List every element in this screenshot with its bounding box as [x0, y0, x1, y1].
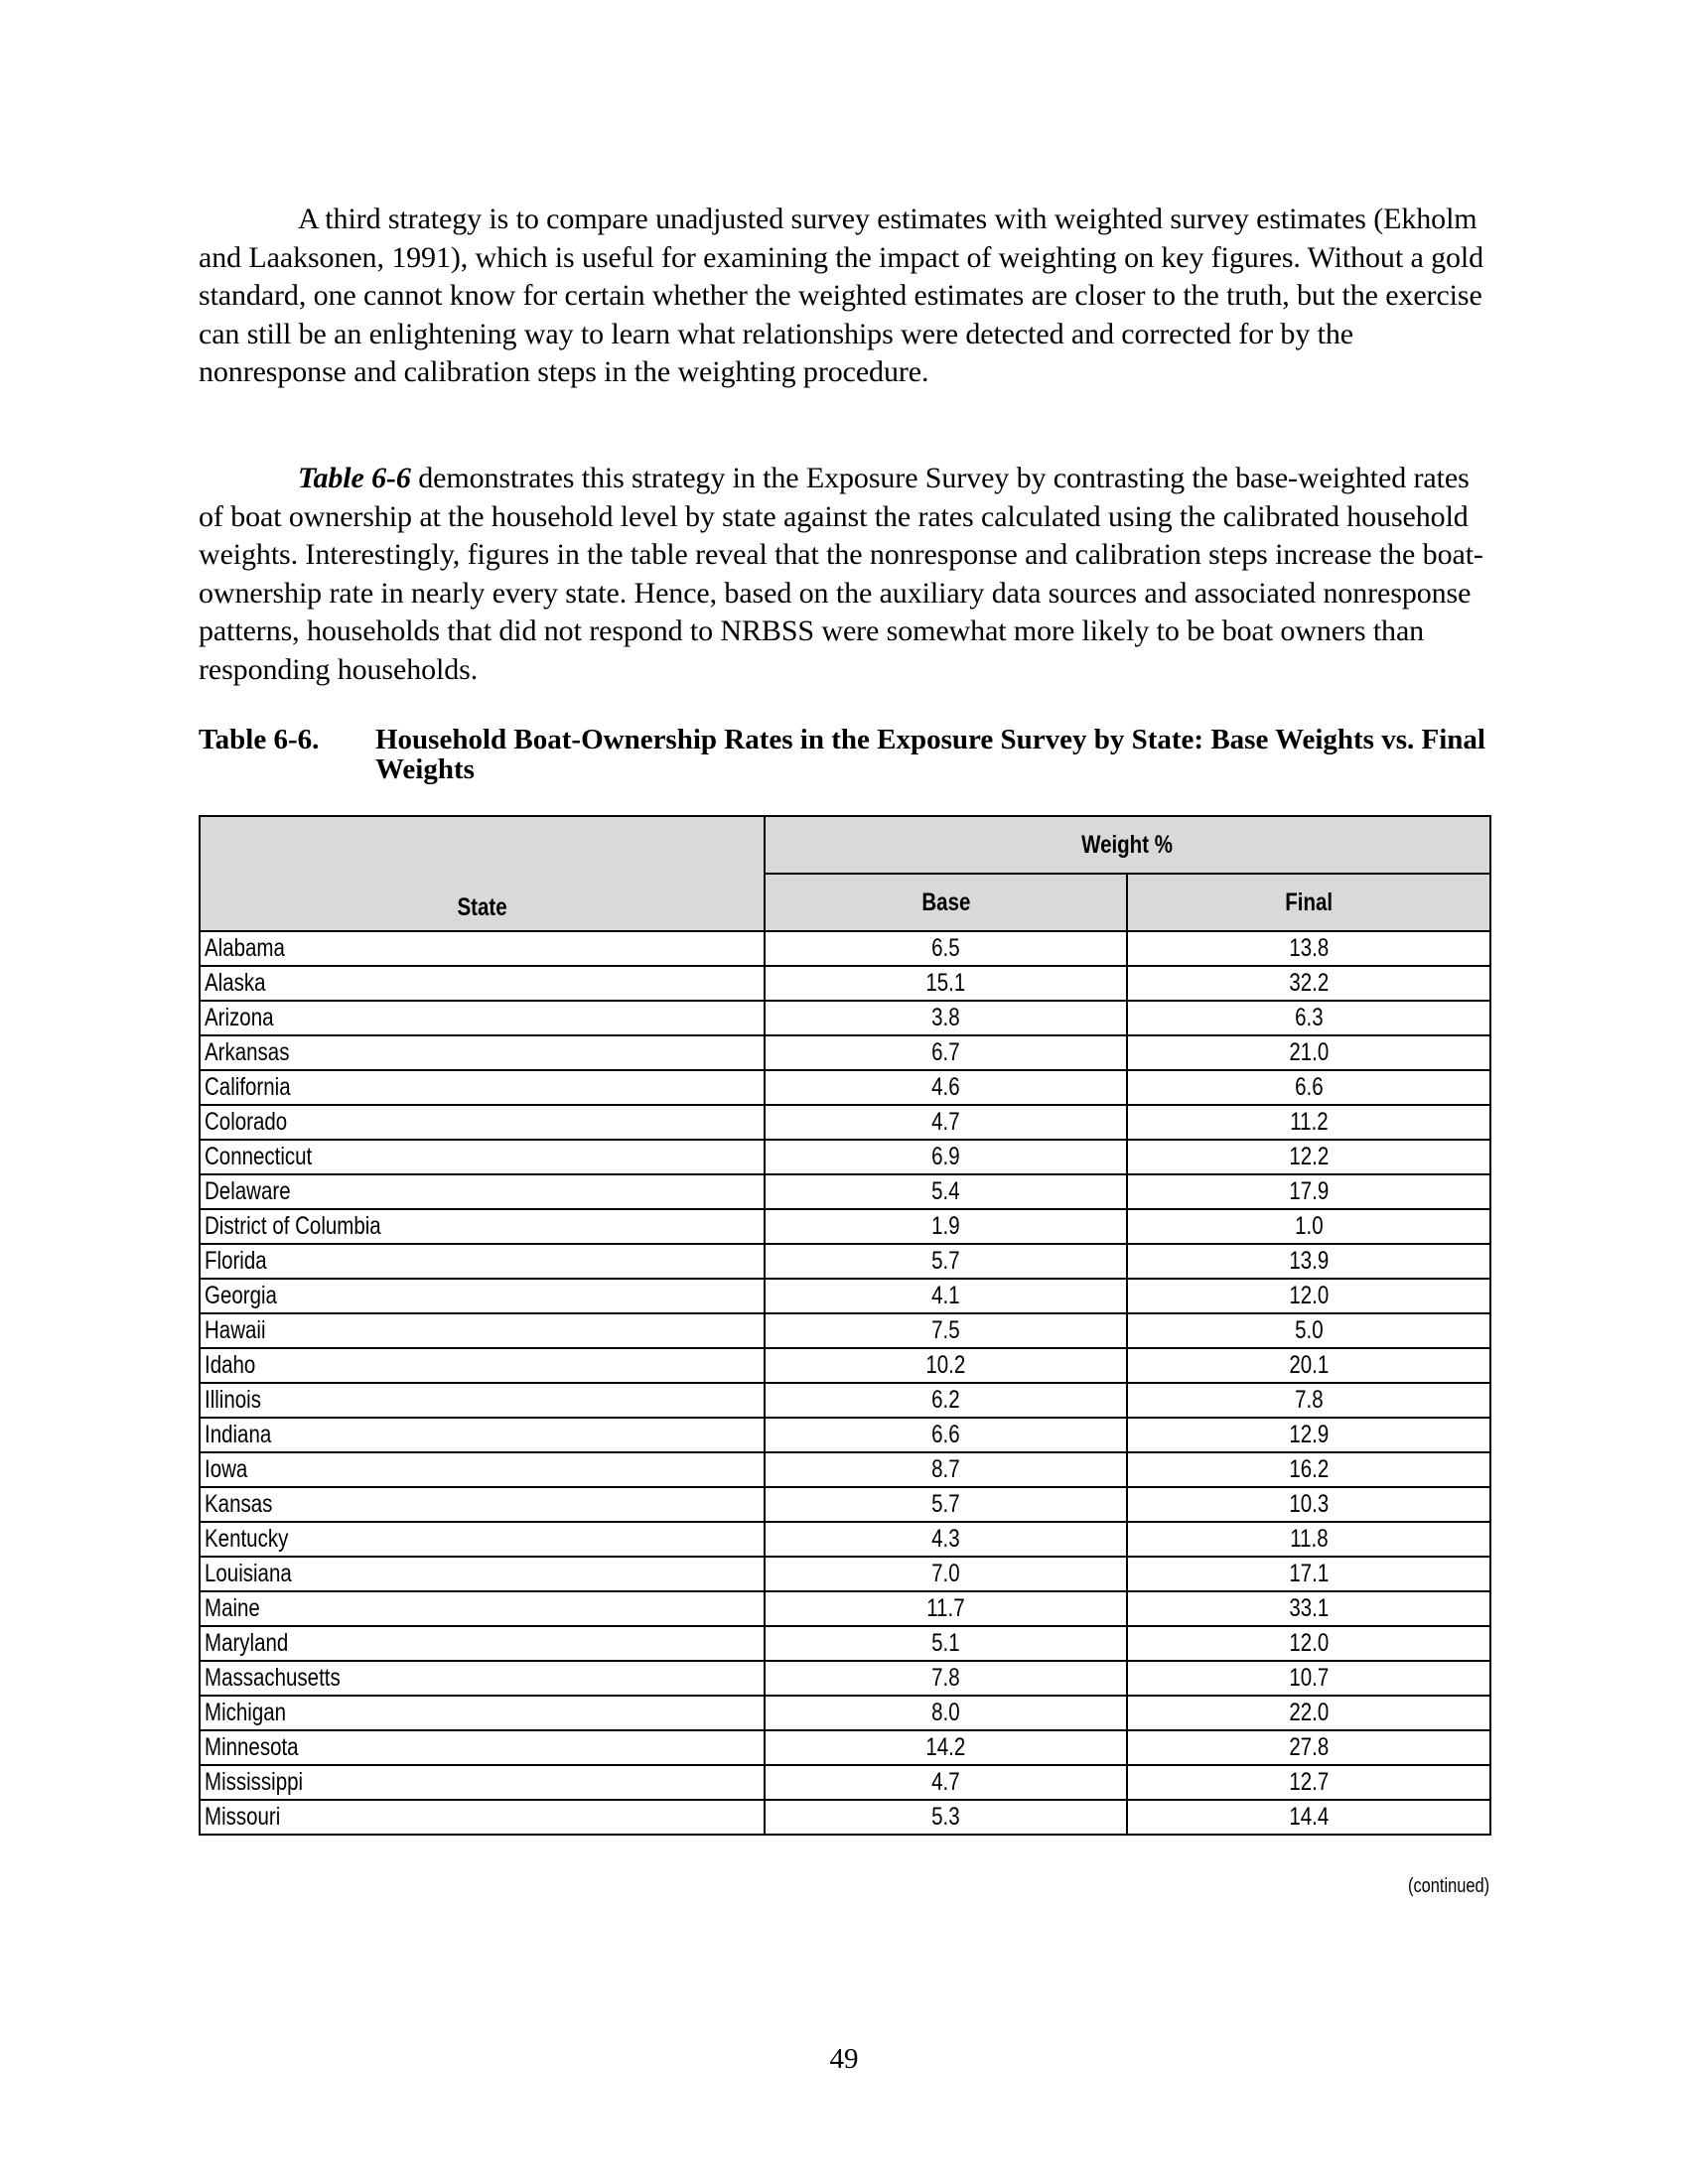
- table-row: [200, 1209, 1490, 1244]
- cell-final-value: 12.9: [1289, 1421, 1329, 1448]
- cell-base: [765, 1730, 1127, 1765]
- cell-state-value: Alabama: [205, 934, 285, 962]
- cell-final: [1127, 1001, 1490, 1035]
- cell-state: [200, 931, 765, 966]
- cell-state-value: Georgia: [205, 1282, 277, 1309]
- cell-base-value: 6.9: [931, 1143, 960, 1170]
- cell-state-value: Missouri: [205, 1803, 281, 1831]
- cell-base: [765, 966, 1127, 1001]
- header-base-label: Base: [920, 887, 970, 916]
- table-header-row-1: [200, 816, 1490, 874]
- header-final-label: Final: [1285, 887, 1333, 916]
- table-row: [200, 1730, 1490, 1765]
- table-row: [200, 931, 1490, 966]
- cell-state: [200, 1696, 765, 1730]
- cell-final: [1127, 1105, 1490, 1140]
- cell-state-value: Indiana: [205, 1421, 272, 1448]
- cell-final-value: 10.7: [1289, 1664, 1329, 1692]
- table-row: [200, 1070, 1490, 1105]
- cell-final: [1127, 931, 1490, 966]
- cell-final-value: 11.2: [1289, 1108, 1329, 1136]
- cell-final-value: 17.1: [1289, 1560, 1329, 1587]
- cell-final-value: 14.4: [1289, 1803, 1329, 1831]
- header-weight-group: [765, 816, 1490, 874]
- cell-final: [1127, 1765, 1490, 1800]
- cell-state-value: Delaware: [205, 1177, 291, 1205]
- cell-base-value: 5.3: [931, 1803, 960, 1831]
- cell-final: [1127, 1730, 1490, 1765]
- cell-base-value: 5.1: [931, 1629, 960, 1657]
- cell-final-value: 5.0: [1294, 1316, 1324, 1344]
- cell-final: [1127, 1591, 1490, 1626]
- body-paragraph-2-text: demonstrates this strategy in the Exposure Survey by contrasting the base-weighted rates of boat ownership at the household level by state against the rates calculated using the calibrated household weights. Interestingly, figures in the table reveal that the nonresponse and calibration steps increase the boat-ownership rate in nearly every state. Hence, based on the auxiliary data sources and associated nonresponse patterns, households that did not respond to NRBSS were somewhat more likely to be boat owners than responding households.: [199, 462, 1483, 686]
- cell-state: [200, 1070, 765, 1105]
- cell-base: [765, 1522, 1127, 1557]
- cell-base: [765, 1383, 1127, 1418]
- table-row: [200, 1522, 1490, 1557]
- cell-final: [1127, 1383, 1490, 1418]
- cell-base-value: 4.7: [931, 1768, 960, 1796]
- table-row: [200, 1626, 1490, 1661]
- cell-base: [765, 1765, 1127, 1800]
- cell-final: [1127, 1626, 1490, 1661]
- table-caption-title: Household Boat-Ownership Rates in the Exposure Survey by State: Base Weights vs. Final Weights: [375, 724, 1485, 785]
- cell-final: [1127, 1452, 1490, 1487]
- cell-base-value: 3.8: [931, 1004, 960, 1031]
- cell-state-value: Massachusetts: [205, 1664, 341, 1692]
- cell-state-value: Iowa: [205, 1455, 248, 1483]
- cell-base: [765, 1140, 1127, 1174]
- table-row: [200, 1348, 1490, 1383]
- cell-state-value: Colorado: [205, 1108, 288, 1136]
- table-reference: Table 6-6: [298, 462, 411, 494]
- cell-state: [200, 1452, 765, 1487]
- cell-state: [200, 1383, 765, 1418]
- cell-base-value: 6.7: [931, 1038, 960, 1066]
- header-state: [200, 816, 765, 931]
- cell-final-value: 6.6: [1294, 1073, 1324, 1101]
- cell-base: [765, 931, 1127, 966]
- cell-base-value: 4.3: [931, 1525, 960, 1553]
- cell-state-value: Florida: [205, 1247, 267, 1275]
- table-row: [200, 1800, 1490, 1835]
- cell-final: [1127, 1174, 1490, 1209]
- cell-final: [1127, 1557, 1490, 1591]
- cell-base: [765, 1800, 1127, 1835]
- table-row: [200, 1035, 1490, 1070]
- cell-final-value: 17.9: [1289, 1177, 1329, 1205]
- page-number: 49: [829, 2043, 859, 2075]
- cell-final: [1127, 1522, 1490, 1557]
- table-row: [200, 966, 1490, 1001]
- cell-state: [200, 1487, 765, 1522]
- cell-state-value: Idaho: [205, 1351, 256, 1379]
- table-row: [200, 1174, 1490, 1209]
- cell-base: [765, 1313, 1127, 1348]
- cell-final-value: 11.8: [1289, 1525, 1329, 1553]
- header-base: [765, 874, 1127, 931]
- cell-base-value: 7.0: [931, 1560, 960, 1587]
- cell-base: [765, 1418, 1127, 1452]
- table-row: [200, 1765, 1490, 1800]
- cell-base: [765, 1279, 1127, 1313]
- table-row: [200, 1557, 1490, 1591]
- cell-base: [765, 1661, 1127, 1696]
- cell-base-value: 7.5: [931, 1316, 960, 1344]
- cell-state: [200, 1591, 765, 1626]
- cell-base-value: 11.7: [926, 1594, 965, 1622]
- cell-final: [1127, 1487, 1490, 1522]
- table-row: [200, 1313, 1490, 1348]
- cell-state: [200, 1035, 765, 1070]
- table-row: [200, 1591, 1490, 1626]
- cell-final: [1127, 1070, 1490, 1105]
- cell-state: [200, 1140, 765, 1174]
- cell-state: [200, 1730, 765, 1765]
- cell-final-value: 33.1: [1289, 1594, 1329, 1622]
- cell-base: [765, 1696, 1127, 1730]
- cell-final: [1127, 1035, 1490, 1070]
- table-row: [200, 1140, 1490, 1174]
- cell-final: [1127, 1800, 1490, 1835]
- cell-base-value: 1.9: [931, 1212, 960, 1240]
- continued-note-label: (continued): [1407, 1875, 1489, 1897]
- cell-state: [200, 1522, 765, 1557]
- cell-base-value: 15.1: [925, 969, 966, 997]
- cell-state-value: Minnesota: [205, 1733, 299, 1761]
- cell-state-value: Michigan: [205, 1699, 287, 1726]
- cell-state: [200, 1557, 765, 1591]
- cell-state: [200, 1105, 765, 1140]
- cell-final-value: 16.2: [1289, 1455, 1329, 1483]
- cell-base: [765, 1244, 1127, 1279]
- cell-state-value: Connecticut: [205, 1143, 313, 1170]
- cell-base: [765, 1348, 1127, 1383]
- table-row: [200, 1383, 1490, 1418]
- cell-base-value: 8.0: [931, 1699, 960, 1726]
- cell-final-value: 12.2: [1289, 1143, 1329, 1170]
- cell-final-value: 7.8: [1294, 1386, 1324, 1414]
- cell-base: [765, 1035, 1127, 1070]
- cell-base-value: 7.8: [931, 1664, 960, 1692]
- cell-base-value: 4.1: [931, 1282, 960, 1309]
- table-row: [200, 1105, 1490, 1140]
- cell-state: [200, 1001, 765, 1035]
- boat-ownership-table: [199, 815, 1491, 1836]
- cell-final-value: 12.7: [1289, 1768, 1329, 1796]
- cell-base-value: 8.7: [931, 1455, 960, 1483]
- cell-base: [765, 1557, 1127, 1591]
- table-row: [200, 1452, 1490, 1487]
- cell-state: [200, 1626, 765, 1661]
- cell-base-value: 4.7: [931, 1108, 960, 1136]
- cell-state-value: Arkansas: [205, 1038, 290, 1066]
- cell-state-value: Maryland: [205, 1629, 289, 1657]
- cell-state: [200, 1279, 765, 1313]
- cell-state-value: Kansas: [205, 1490, 273, 1518]
- cell-final-value: 1.0: [1294, 1212, 1324, 1240]
- header-weight-group-label: Weight %: [1081, 830, 1174, 859]
- cell-base-value: 10.2: [925, 1351, 966, 1379]
- cell-state-value: California: [205, 1073, 291, 1101]
- cell-base: [765, 1174, 1127, 1209]
- table-row: [200, 1696, 1490, 1730]
- cell-final: [1127, 966, 1490, 1001]
- cell-state: [200, 1800, 765, 1835]
- cell-base-value: 6.2: [931, 1386, 960, 1414]
- cell-final-value: 6.3: [1294, 1004, 1324, 1031]
- cell-base: [765, 1001, 1127, 1035]
- cell-base: [765, 1487, 1127, 1522]
- cell-base-value: 6.5: [931, 934, 960, 962]
- cell-final-value: 32.2: [1289, 969, 1329, 997]
- continued-note: [1390, 1875, 1489, 1898]
- cell-final: [1127, 1313, 1490, 1348]
- table-row: [200, 1418, 1490, 1452]
- header-final: [1127, 874, 1490, 931]
- cell-final-value: 10.3: [1289, 1490, 1329, 1518]
- body-paragraph-2: [199, 460, 1489, 689]
- cell-state: [200, 1174, 765, 1209]
- cell-final: [1127, 1661, 1490, 1696]
- table-body: [200, 931, 1490, 1835]
- table-row: [200, 1001, 1490, 1035]
- table-row: [200, 1244, 1490, 1279]
- cell-final-value: 12.0: [1289, 1282, 1329, 1309]
- cell-state: [200, 1765, 765, 1800]
- cell-state-value: Kentucky: [205, 1525, 289, 1553]
- cell-state: [200, 1313, 765, 1348]
- cell-state: [200, 966, 765, 1001]
- cell-state-value: District of Columbia: [205, 1212, 381, 1240]
- cell-state-value: Arizona: [205, 1004, 274, 1031]
- cell-state-value: Hawaii: [205, 1316, 266, 1344]
- table-caption-label: Table 6-6.: [199, 724, 320, 755]
- cell-final-value: 21.0: [1289, 1038, 1329, 1066]
- cell-base: [765, 1591, 1127, 1626]
- cell-final: [1127, 1348, 1490, 1383]
- cell-state: [200, 1209, 765, 1244]
- cell-state: [200, 1661, 765, 1696]
- cell-final-value: 13.8: [1289, 934, 1329, 962]
- cell-base: [765, 1209, 1127, 1244]
- cell-final-value: 20.1: [1289, 1351, 1329, 1379]
- table-row: [200, 1487, 1490, 1522]
- cell-final: [1127, 1209, 1490, 1244]
- cell-final-value: 22.0: [1289, 1699, 1329, 1726]
- body-paragraph-1: A third strategy is to compare unadjusted survey estimates with weighted survey estimates (Ekholm and Laaksonen, 1991), which is useful for examining the impact of weighting on key figures. Without a gold standard, one cannot know for certain whether the weighted estimates are closer to the truth, but the exercise can still be an enlightening way to learn what relationships were detected and corrected for by the nonresponse and calibration steps in the weighting procedure.: [199, 203, 1484, 388]
- cell-base-value: 14.2: [925, 1733, 966, 1761]
- cell-base-value: 5.4: [931, 1177, 960, 1205]
- cell-final: [1127, 1279, 1490, 1313]
- table-row: [200, 1661, 1490, 1696]
- cell-base-value: 5.7: [931, 1490, 960, 1518]
- cell-state: [200, 1418, 765, 1452]
- cell-base-value: 4.6: [931, 1073, 960, 1101]
- cell-final-value: 12.0: [1289, 1629, 1329, 1657]
- cell-state-value: Illinois: [205, 1386, 261, 1414]
- header-state-label: State: [457, 893, 507, 921]
- cell-state-value: Mississippi: [205, 1768, 304, 1796]
- cell-base: [765, 1105, 1127, 1140]
- cell-final: [1127, 1140, 1490, 1174]
- cell-final-value: 27.8: [1289, 1733, 1329, 1761]
- table-caption: [199, 725, 1489, 784]
- cell-final-value: 13.9: [1289, 1247, 1329, 1275]
- cell-base: [765, 1070, 1127, 1105]
- cell-base-value: 6.6: [931, 1421, 960, 1448]
- cell-state-value: Alaska: [205, 969, 266, 997]
- cell-state: [200, 1348, 765, 1383]
- cell-base-value: 5.7: [931, 1247, 960, 1275]
- cell-state-value: Louisiana: [205, 1560, 292, 1587]
- cell-state: [200, 1244, 765, 1279]
- cell-final: [1127, 1418, 1490, 1452]
- cell-base: [765, 1452, 1127, 1487]
- cell-final: [1127, 1244, 1490, 1279]
- cell-base: [765, 1626, 1127, 1661]
- table-row: [200, 1279, 1490, 1313]
- cell-final: [1127, 1696, 1490, 1730]
- cell-state-value: Maine: [205, 1594, 260, 1622]
